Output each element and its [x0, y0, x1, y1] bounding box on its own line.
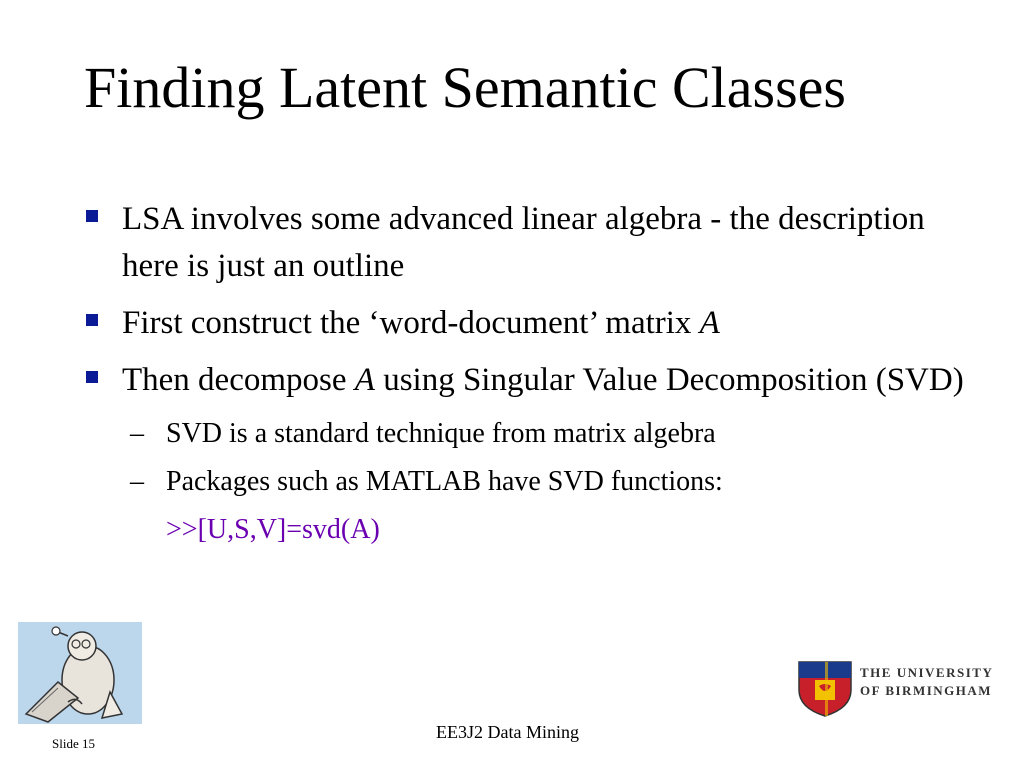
square-bullet-icon — [86, 371, 98, 383]
dash-bullet-icon: – — [130, 466, 144, 497]
sub-bullet-text: SVD is a standard technique from matrix algebra — [166, 418, 716, 449]
bullet-item — [84, 300, 964, 347]
sub-bullet-item — [84, 462, 964, 502]
bullet-list — [84, 196, 964, 550]
university-logo-text — [860, 664, 993, 700]
square-bullet-icon — [86, 210, 98, 222]
bullet-text: using Singular Value Decomposition (SVD) — [374, 362, 964, 398]
bullet-item — [84, 196, 964, 290]
computer-user-clipart-icon — [18, 622, 142, 724]
bullet-text: LSA involves some advanced linear algebra - the description here is just an outline — [122, 201, 925, 284]
slide-number: Slide 15 — [52, 736, 95, 751]
bullet-item — [84, 357, 964, 404]
sub-bullet-item — [84, 414, 964, 454]
sub-bullet-text: Packages such as MATLAB have SVD functions: — [166, 466, 723, 497]
dash-bullet-icon: – — [130, 418, 144, 449]
logo-line-2: OF BIRMINGHAM — [860, 683, 993, 698]
footer-course-title: EE3J2 Data Mining — [436, 722, 579, 742]
matrix-symbol: A — [699, 305, 720, 341]
matrix-symbol: A — [354, 362, 375, 398]
bullet-text: First construct the ‘word-document’ matrix — [122, 305, 700, 341]
matlab-code-line: >>[U,S,V]=svd(A) — [166, 514, 380, 545]
square-bullet-icon — [86, 314, 98, 326]
slide-title: Finding Latent Semantic Classes — [84, 55, 846, 120]
logo-line-1: THE UNIVERSITY — [860, 665, 994, 680]
bullet-text: Then decompose — [122, 362, 355, 398]
